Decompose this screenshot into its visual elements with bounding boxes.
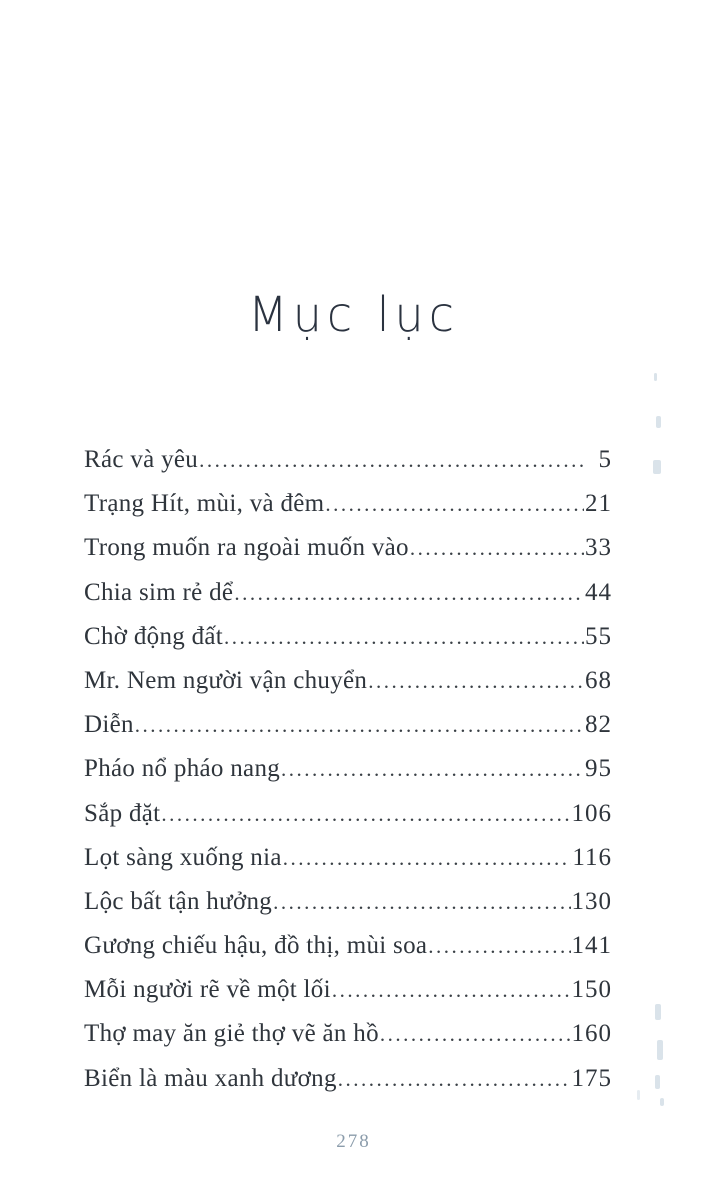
- toc-entry: [84, 571, 612, 615]
- scan-artifact: [655, 1004, 661, 1020]
- toc-entry-page: 21: [585, 490, 612, 518]
- dot-leader: [161, 792, 570, 836]
- scan-artifact: [637, 1090, 640, 1100]
- toc-entry: [84, 836, 612, 880]
- toc-entry-title: Chờ động đất: [84, 622, 224, 650]
- toc-entry-title: Gương chiếu hậu, đồ thị, mùi soa: [84, 932, 428, 960]
- toc-entry: [84, 1057, 612, 1101]
- dot-leader: [380, 1012, 571, 1056]
- toc-entry: [84, 659, 612, 703]
- dot-leader: [283, 836, 572, 880]
- toc-entry-page: 160: [571, 1020, 612, 1048]
- dot-leader: [135, 703, 584, 747]
- toc-entry-title: Pháo nổ pháo nang: [84, 755, 281, 783]
- toc-entry-page: 116: [572, 843, 612, 871]
- scan-artifact: [657, 1040, 663, 1060]
- toc-entry-title: Mr. Nem người vận chuyển: [84, 666, 368, 694]
- toc-entry: [84, 615, 612, 659]
- toc-entry-page: 95: [585, 755, 612, 783]
- dot-leader: [428, 924, 570, 968]
- toc-entry-title: Trong muốn ra ngoài muốn vào: [84, 534, 409, 562]
- page-number: 278: [336, 1131, 371, 1152]
- page-title: Mục lục: [248, 285, 459, 343]
- toc-entry: [84, 703, 612, 747]
- toc-entry: [84, 968, 612, 1012]
- scan-artifact: [653, 460, 661, 474]
- toc-entry-title: Sắp đặt: [84, 799, 161, 827]
- table-of-contents: [84, 438, 612, 1101]
- scan-artifact: [656, 416, 661, 428]
- toc-entry-title: Mỗi người rẽ về một lối: [84, 976, 331, 1004]
- toc-entry-title: Trạng Hít, mùi, và đêm: [84, 490, 325, 518]
- toc-entry-title: Biển là màu xanh dương: [84, 1064, 337, 1092]
- toc-entry-page: 68: [585, 666, 612, 694]
- toc-entry-title: Lộc bất tận hưởng: [84, 887, 273, 915]
- toc-entry: [84, 438, 612, 482]
- toc-entry: [84, 792, 612, 836]
- scan-artifact: [660, 1098, 664, 1106]
- toc-entry-page: 44: [585, 578, 612, 606]
- dot-leader: [338, 1057, 571, 1101]
- toc-entry-title: Diễn: [84, 711, 134, 739]
- toc-entry-title: Rác và yêu: [84, 446, 199, 473]
- toc-entry-page: 82: [585, 711, 612, 739]
- dot-leader: [224, 615, 584, 659]
- scan-artifact: [655, 1075, 660, 1089]
- toc-entry: [84, 924, 612, 968]
- toc-entry: [84, 747, 612, 791]
- toc-entry-page: 130: [571, 887, 612, 915]
- toc-entry: [84, 482, 612, 526]
- toc-entry: [84, 1012, 612, 1056]
- dot-leader: [273, 880, 570, 924]
- toc-entry-page: 175: [571, 1064, 612, 1092]
- toc-entry: [84, 880, 612, 924]
- toc-entry-page: 5: [598, 446, 612, 473]
- dot-leader: [281, 747, 584, 791]
- dot-leader: [410, 526, 584, 570]
- dot-leader: [332, 968, 571, 1012]
- dot-leader: [199, 438, 587, 482]
- toc-entry-page: 150: [571, 976, 612, 1004]
- dot-leader: [234, 571, 584, 615]
- toc-entry-title: Thợ may ăn giẻ thợ vẽ ăn hồ: [84, 1020, 379, 1048]
- toc-entry-title: Lọt sàng xuống nia: [84, 843, 282, 871]
- toc-entry-title: Chia sim rẻ dể: [84, 578, 234, 606]
- toc-entry: [84, 526, 612, 570]
- scan-artifact: [654, 373, 657, 381]
- toc-entry-page: 33: [585, 534, 612, 562]
- dot-leader: [325, 482, 584, 526]
- toc-entry-page: 141: [571, 932, 612, 960]
- toc-entry-page: 55: [585, 622, 612, 650]
- dot-leader: [368, 659, 584, 703]
- toc-entry-page: 106: [571, 799, 612, 827]
